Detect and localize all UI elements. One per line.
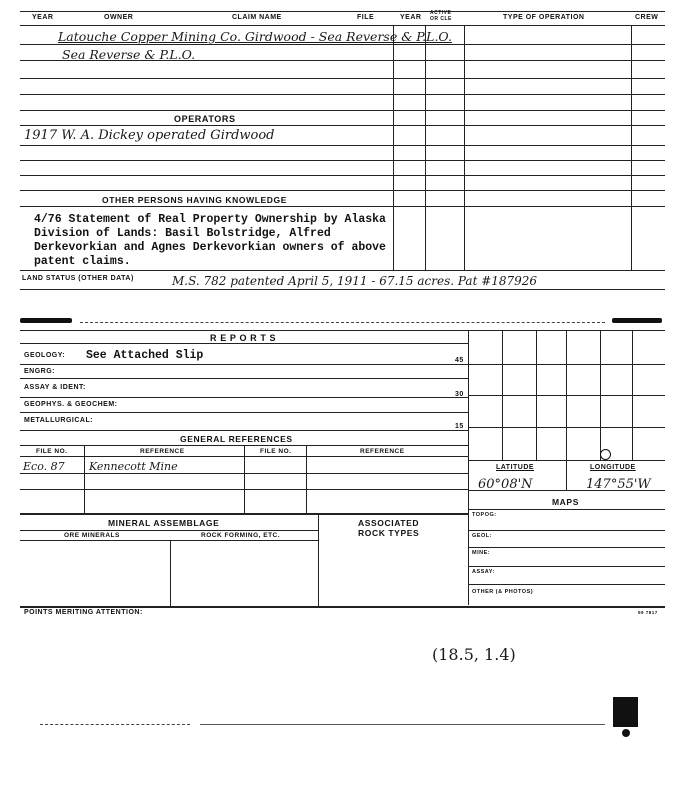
header-active: ACTIVE OR CLE xyxy=(430,10,452,22)
header-crew: CREW xyxy=(635,14,659,21)
scale-45: 45 xyxy=(455,357,464,364)
geology-label: GEOLOGY: xyxy=(24,352,66,359)
other-persons-title: OTHER PERSONS HAVING KNOWLEDGE xyxy=(102,195,288,205)
gr-row1-file: Eco. 87 xyxy=(23,460,65,473)
owner-entry-2: Sea Reverse & P.L.O. xyxy=(62,47,196,62)
gr-col-reference: REFERENCE xyxy=(140,448,185,455)
longitude-label: LONGITUDE xyxy=(590,464,636,471)
land-status-label: LAND STATUS (OTHER DATA) xyxy=(22,275,134,282)
associated-label: ASSOCIATED xyxy=(358,518,420,528)
points-meriting-label: POINTS MERITING ATTENTION: xyxy=(24,609,143,616)
rock-types-label: ROCK TYPES xyxy=(358,528,420,538)
maps-topog: TOPOG: xyxy=(472,512,497,518)
header-type-of-operation: TYPE OF OPERATION xyxy=(503,14,585,21)
operators-entry: 1917 W. A. Dickey operated Girdwood xyxy=(24,128,275,143)
mineral-assemblage-title: MINERAL ASSEMBLAGE xyxy=(108,518,220,528)
registration-dot xyxy=(622,729,630,737)
other-persons-text: 4/76 Statement of Real Property Ownership by Alaska Division of Lands: Basil Bolstridge, Alfred Derkevorkian and Agnes Derkevorkian owners of above patent claims. xyxy=(34,213,386,268)
gr-col-file-no-2: FILE NO. xyxy=(260,448,292,455)
gr-col-file-no: FILE NO. xyxy=(36,448,68,455)
rock-forming-label: ROCK FORMING, ETC. xyxy=(201,532,281,539)
reports-title: R E P O R T S xyxy=(210,333,277,343)
scan-smudge-right xyxy=(612,318,662,323)
maps-mine: MINE: xyxy=(472,550,491,556)
header-year-2: YEAR xyxy=(400,14,422,21)
geophys-label: GEOPHYS. & GEOCHEM: xyxy=(24,401,118,408)
scale-15: 15 xyxy=(455,423,464,430)
maps-title: MAPS xyxy=(552,497,579,507)
header-claim-name: CLAIM NAME xyxy=(232,14,282,21)
latitude-value: 60°08'N xyxy=(478,477,533,492)
scale-30: 30 xyxy=(455,391,464,398)
header-year: YEAR xyxy=(32,14,54,21)
registration-mark xyxy=(613,697,638,727)
general-references-title: GENERAL REFERENCES xyxy=(180,434,293,444)
scan-smudge-left xyxy=(20,318,72,323)
gr-col-reference-2: REFERENCE xyxy=(360,448,405,455)
header-file: FILE xyxy=(357,14,375,21)
longitude-value: 147°55'W xyxy=(586,477,651,492)
gr-row1-ref: Kennecott Mine xyxy=(89,460,178,473)
header-owner: OWNER xyxy=(104,14,134,21)
assay-label: ASSAY & IDENT: xyxy=(24,384,86,391)
land-status-value: M.S. 782 patented April 5, 1911 - 67.15 acres. Pat #187926 xyxy=(172,274,538,288)
metallurgical-label: METALLURGICAL: xyxy=(24,417,94,424)
owner-entry-1: Latouche Copper Mining Co. Girdwood - Sea Reverse & P.L.O. xyxy=(58,29,452,44)
engrg-label: ENGRG: xyxy=(24,368,55,375)
maps-assay: ASSAY: xyxy=(472,569,495,575)
handwritten-coordinates: (18.5, 1.4) xyxy=(432,645,516,664)
maps-geol: GEOL: xyxy=(472,533,492,539)
latitude-label: LATITUDE xyxy=(496,464,535,471)
ore-minerals-label: ORE MINERALS xyxy=(64,532,120,539)
geology-value: See Attached Slip xyxy=(86,349,204,362)
location-marker-icon xyxy=(600,449,611,460)
operators-title: OPERATORS xyxy=(174,114,236,124)
maps-other: OTHER (& PHOTOS) xyxy=(472,589,534,595)
form-number: 59 7817 xyxy=(638,610,658,615)
